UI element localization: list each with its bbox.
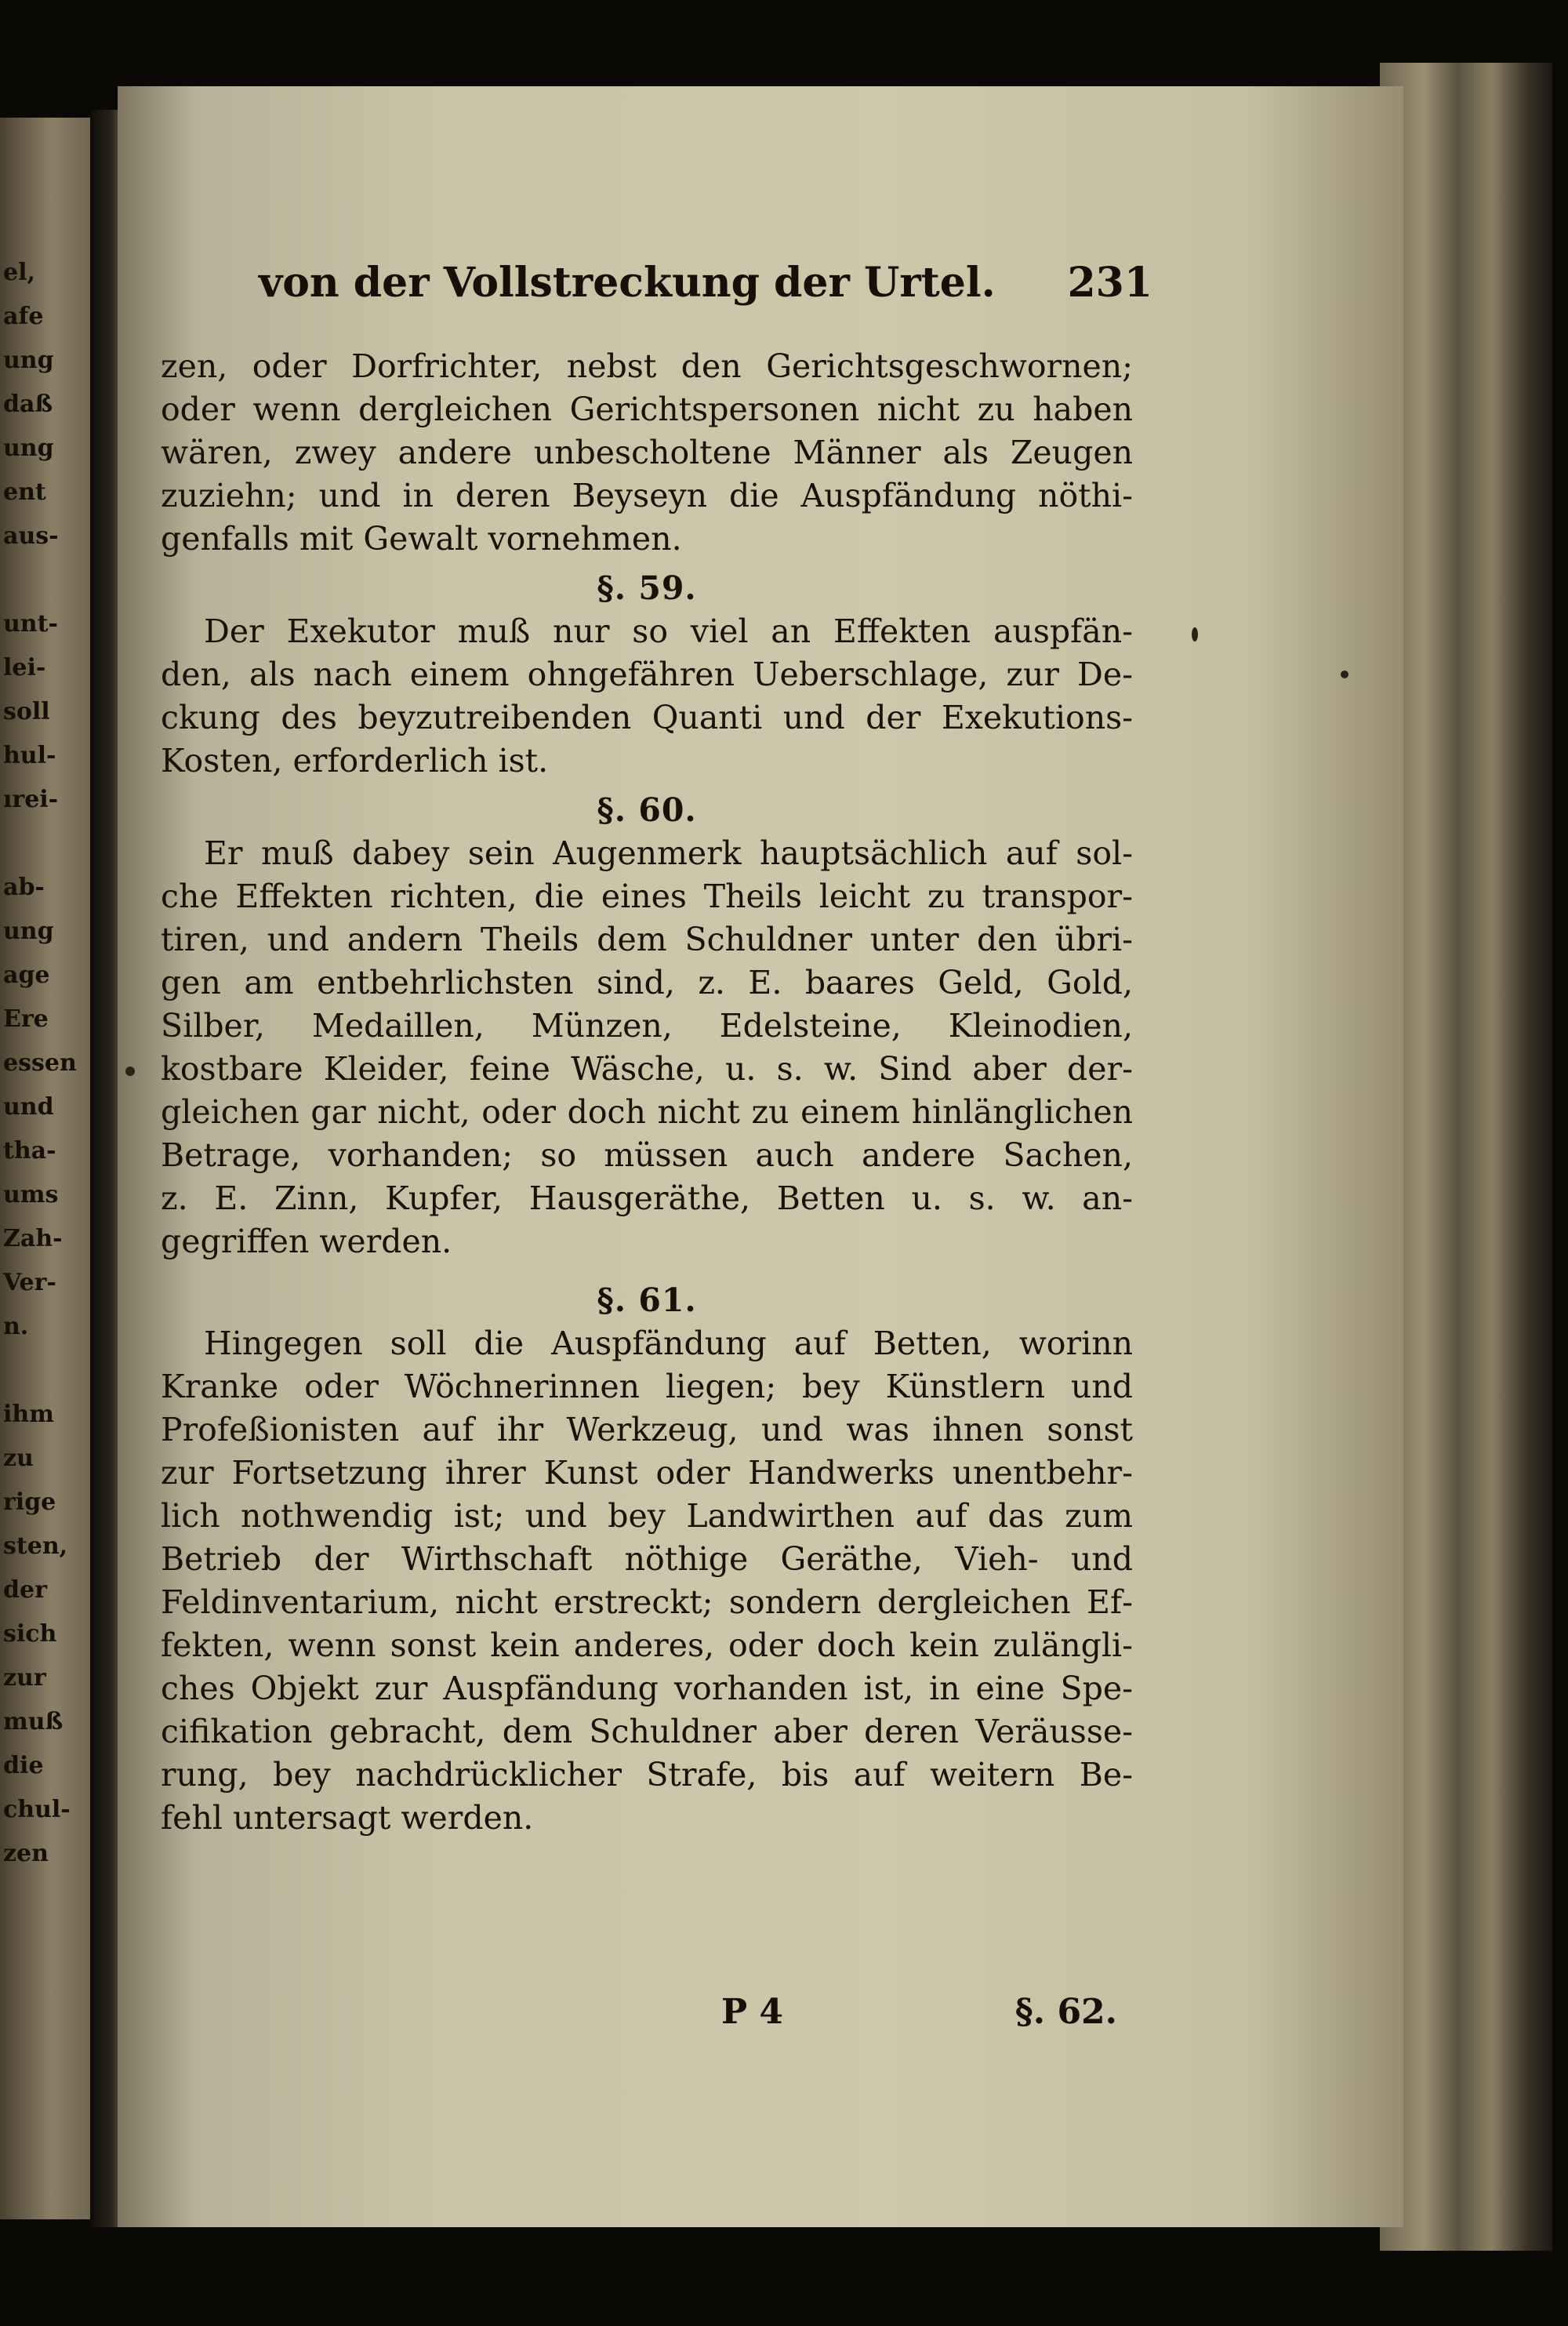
catchword: §. 62. [1014,1992,1117,2032]
text-line: lich nothwendig ist; und bey Landwirthen auf das zum [161,1497,1133,1535]
left-page-fragment: die [3,1752,44,1779]
text-line: Betrieb der Wirthschaft nöthige Geräthe, Vieh‑ und [161,1540,1133,1578]
text-line: Hingegen soll die Auspfändung auf Betten, worinn [204,1325,1133,1362]
left-page-fragment: daß [3,391,53,418]
text-line: che Effekten richten, die eines Theils leicht zu transpor‑ [161,878,1133,915]
text-line: ckung des beyzutreibenden Quanti und der Exekutions‑ [161,699,1133,736]
left-page-fragment [3,1349,89,1393]
text-line: zur Fortsetzung ihrer Kunst oder Handwerks unentbehr‑ [161,1454,1133,1492]
text-line: wären, zwey andere unbescholtene Männer als Zeugen [161,434,1133,471]
left-page-fragment: ent [3,478,46,506]
running-title: von der Vollstreckung der Urtel. [259,259,996,307]
left-page-fragment: chul‑ [3,1796,71,1823]
text-line: z. E. Zinn, Kupfer, Hausgeräthe, Betten u. s. w. an‑ [161,1179,1133,1217]
left-page-fragment: zur [3,1664,46,1692]
section-heading: §. 60. [597,791,697,829]
page-block-edge [1380,63,1552,2251]
text-line: gen am entbehrlichsten sind, z. E. baares Geld, Gold, [161,964,1133,1001]
text-line: den, als nach einem ohngefähren Ueberschlage, zur De‑ [161,656,1133,693]
text-line: kostbare Kleider, feine Wäsche, u. s. w. Sind aber der‑ [161,1050,1133,1088]
left-page-fragment: tha‑ [3,1137,56,1165]
page-number: 231 [1067,259,1152,307]
text-line: gegriffen werden. [161,1223,452,1260]
text-line: Silber, Medaillen, Münzen, Edelsteine, Kleinodien, [161,1007,1133,1045]
left-page-fragment: sten, [3,1532,68,1560]
text-line: zuziehn; und in deren Beyseyn die Auspfändung nöthi‑ [161,477,1133,514]
text-line: Er muß dabey sein Augenmerk hauptsächlich auf sol‑ [204,834,1133,872]
text-line: fekten, wenn sonst kein anderes, oder doch kein zulängli‑ [161,1626,1133,1664]
left-page-fragment: essen [3,1049,77,1077]
left-page-fragment: ırei‑ [3,786,59,813]
signature-mark: P 4 [721,1992,784,2032]
left-page-fragment: sich [3,1620,57,1648]
text-line: Feldinventarium, nicht erstreckt; sondern dergleichen Ef‑ [161,1583,1133,1621]
text-line: Der Exekutor muß nur so viel an Effekten auspfän‑ [204,612,1133,650]
text-line: zen, oder Dorfrichter, nebst den Gerichtsgeschwornen; [161,347,1133,385]
text-line: rung, bey nachdrücklicher Strafe, bis auf weitern Be‑ [161,1756,1133,1794]
left-page-fragment: Ver‑ [3,1269,56,1296]
text-line: gleichen gar nicht, oder doch nicht zu einem hinlänglichen [161,1093,1133,1131]
text-line: genfalls mit Gewalt vornehmen. [161,520,682,558]
left-page-fragment: aus‑ [3,522,59,550]
left-page-fragment: age [3,961,50,989]
section-59 [161,610,1133,783]
page-footer [161,1992,1133,2039]
left-page-fragment: ums [3,1181,59,1208]
left-page-fragment: ab‑ [3,874,45,901]
left-page-fragment: unt‑ [3,610,58,638]
text-line: oder wenn dergleichen Gerichtspersonen nicht zu haben [161,391,1133,428]
text-line: Betrage, vorhanden; so müssen auch andere Sachen, [161,1136,1133,1174]
text-line: Kranke oder Wöchnerinnen liegen; bey Künstlern und [161,1368,1133,1405]
left-page-fragment: zu [3,1445,34,1472]
section-61 [161,1322,1133,1840]
section-60 [161,832,1133,1263]
left-page-fragment: zen [3,1840,49,1867]
text-line: fehl untersagt werden. [161,1799,534,1837]
paper-speck [1341,671,1348,678]
left-page-fragment: ung [3,918,54,945]
paper-speck [1192,627,1198,641]
left-page-fragment: lei‑ [3,654,46,681]
left-page-fragment: ung [3,347,54,374]
left-page-fragment: el, [3,259,35,286]
left-page-fragment: Ere [3,1005,49,1033]
page-header [259,259,1152,322]
left-page-fragment [3,822,89,866]
left-page-fragment [3,558,89,602]
text-line: ches Objekt zur Auspfändung vorhanden ist, in eine Spe‑ [161,1670,1133,1707]
text-line: Profeßionisten auf ihr Werkzeug, und was ihnen sonst [161,1411,1133,1448]
left-page-fragment: muß [3,1708,64,1735]
left-page-fragment: afe [3,303,44,330]
left-page-fragment: hul‑ [3,742,56,769]
section-heading: §. 61. [597,1281,697,1319]
left-page-fragment: und [3,1093,54,1121]
left-page-fragment: rige [3,1488,56,1516]
left-page-fragment: soll [3,698,50,725]
body-text [161,345,1133,1840]
paragraph-continued [161,345,1133,561]
left-page-fragment: ung [3,434,54,462]
paper-speck [125,1067,135,1076]
text-line: Kosten, erforderlich ist. [161,742,549,780]
text-line: cifikation gebracht, dem Schuldner aber deren Veräusse‑ [161,1713,1133,1750]
left-page [0,118,94,2219]
left-page-fragment: n. [3,1313,29,1340]
section-heading: §. 59. [597,569,697,607]
left-page-fragments [3,251,89,1876]
text-line: tiren, und andern Theils dem Schuldner unter den übri‑ [161,921,1133,958]
left-page-fragment: ihm [3,1401,54,1428]
left-page-fragment: Zah‑ [3,1225,63,1252]
left-page-fragment: der [3,1576,47,1604]
